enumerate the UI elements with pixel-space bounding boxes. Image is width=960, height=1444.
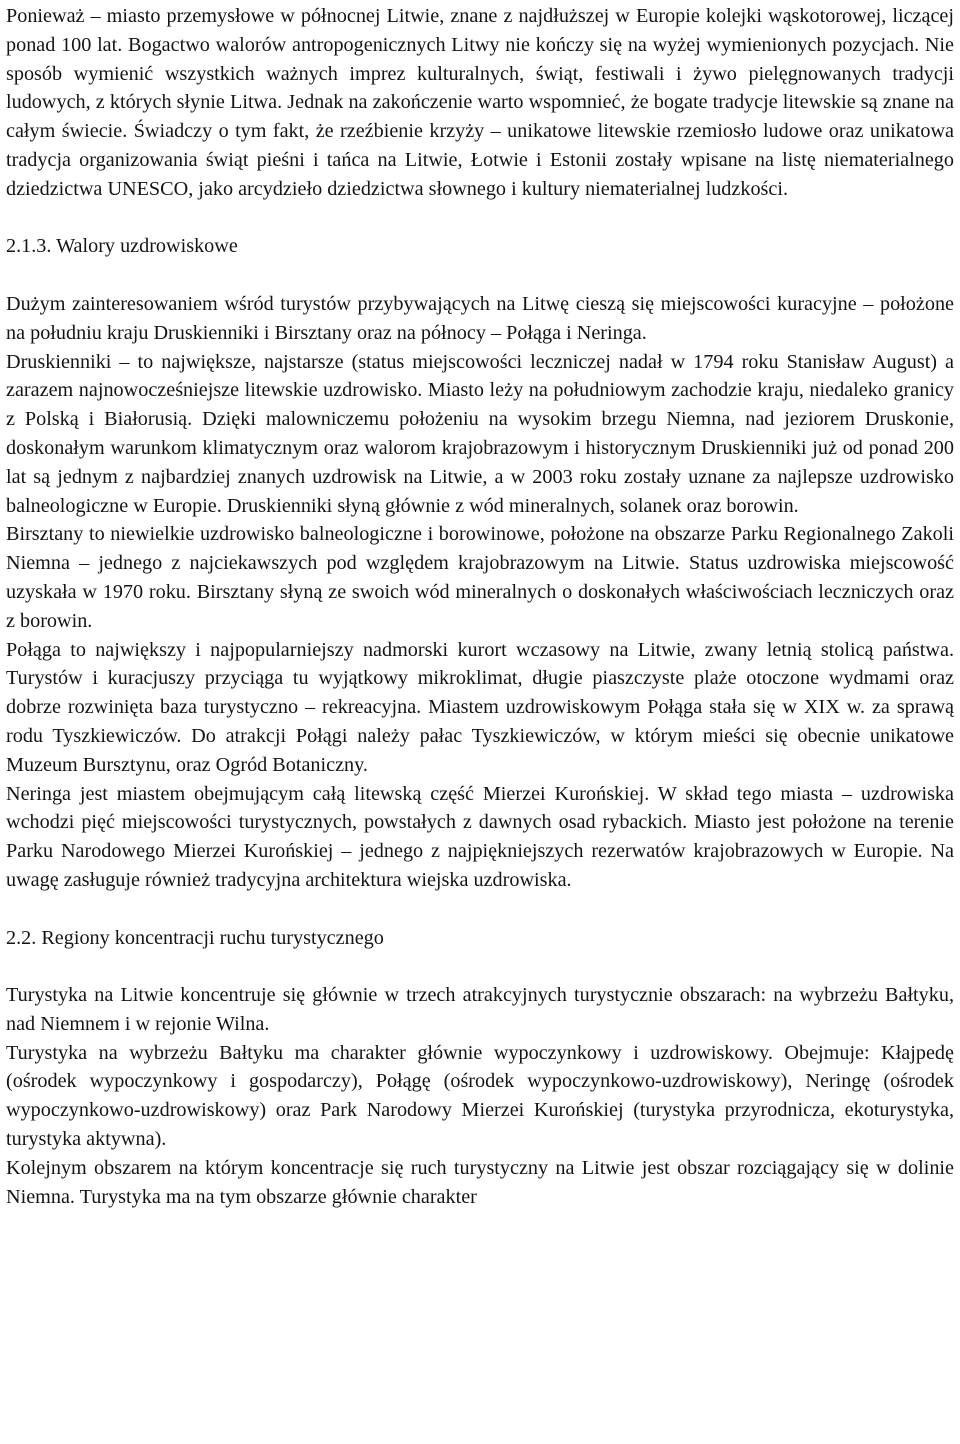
section-heading-2-2: 2.2. Regiony koncentracji ruchu turystycznego (6, 926, 384, 949)
paragraph-neringa: Neringa jest miastem obejmującym całą litewską część Mierzei Kurońskiej. W skład tego miasta – uzdrowiska wchodzi pięć miejscowości turystycznych, powstałych z dawnych osad rybackich. Miasto jest położone na terenie Parku Narodowego Mierzei Kurońskiej – jednego z najpiękniejszych rezerwatów krajobrazowych w Europie. Na uwagę zasługuje również tradycyjna architektura wiejska uzdrowiska. (6, 782, 954, 891)
paragraph-birsztany: Birsztany to niewielkie uzdrowisko balneologiczne i borowinowe, położone na obszarze Parku Regionalnego Zakoli Niemna – jednego z najciekawszych pod względem krajobrazowym na Litwie. Status uzdrowiska miejscowość uzyskała w 1970 roku. Birsztany słyną ze swoich wód mineralnych o doskonałych właściwościach leczniczych oraz z borowin. (6, 523, 954, 632)
document-page (6, 2, 954, 1211)
paragraph-druskienniki: Druskienniki – to największe, najstarsze (status miejscowości leczniczej nadał w 1794 roku Stanisław August) a zarazem najnowocześniejsze litewskie uzdrowisko. Miasto leży na południowym zachodzie kraju, niedaleko granicy z Polską i Białorusią. Dzięki malowniczemu położeniu na wysokim brzegu Niemna, nad jeziorem Druskonie, doskonałym warunkom klimatycznym oraz walorom krajobrazowym i historycznym Druskienniki już od ponad 200 lat są jednym z najbardziej znanych uzdrowisk na Litwie, a w 2003 roku zostały uznane za najlepsze uzdrowisko balneologiczne w Europie. Druskienniki słyną głównie z wód mineralnych, solanek oraz borowin. (6, 350, 954, 517)
spacer (6, 895, 954, 924)
paragraph-niemen: Kolejnym obszarem na którym koncentracje się ruch turystyczny na Litwie jest obszar rozciągający się w dolinie Niemna. Turystyka ma na tym obszarze głównie charakter (6, 1156, 954, 1208)
paragraph-regiony: Turystyka na Litwie koncentruje się głównie w trzech atrakcyjnych turystycznie obszarach: na wybrzeżu Bałtyku, nad Niemnem i w rejonie Wilna. (6, 984, 954, 1035)
paragraph-polaga: Połąga to największy i najpopularniejszy nadmorski kurort wczasowy na Litwie, zwany letnią stolicą państwa. Turystów i kuracjuszy przyciąga tu wyjątkowy mikroklimat, długie piaszczyste plaże otoczone wydmami oraz dobrze rozwinięta baza turystyczno – rekreacyjna. Miastem uzdrowiskowym Połąga stała się w XIX w. za sprawą rodu Tyszkiewiczów. Do atrakcji Połągi należy pałac Tyszkiewiczów, w którym mieści się obecnie unikatowe Muzeum Bursztynu, oraz Ogród Botaniczny. (6, 638, 954, 776)
intro-paragraph: Ponieważ – miasto przemysłowe w północnej Litwie, znane z najdłuższej w Europie kolejki wąskotorowej, liczącej ponad 100 lat. Bogactwo walorów antropogenicznych Litwy nie kończy się na wyżej wymienionych pozycjach. Nie sposób wymienić wszystkich ważnych imprez kulturalnych, świąt, festiwali i żywo pielęgnowanych tradycji ludowych, z których słynie Litwa. Jednak na zakończenie warto wspomnieć, że bogate tradycje litewskie są znane na całym świecie. Świadczy o tym fakt, że rzeźbienie krzyży – unikatowe litewskie rzemiosło ludowe oraz unikatowa tradycja organizowania świąt pieśni i tańca na Litwie, Łotwie i Estonii zostały wpisane na listę niematerialnego dziedzictwa UNESCO, jako arcydzieło dziedzictwa słownego i kultury niematerialnej ludzkości. (6, 5, 954, 200)
paragraph-baltyk: Turystyka na wybrzeżu Bałtyku ma charakter głównie wypoczynkowy i uzdrowiskowy. Obejmuje: Kłajpedę (ośrodek wypoczynkowy i gospodarczy), Połągę (ośrodek wypoczynkowo-uzdrowiskowy), Neringę (ośrodek wypoczynkowo-uzdrowiskowy) oraz Park Narodowy Mierzei Kurońskiej (turystyka przyrodnicza, ekoturystyka, turystyka aktywna). (6, 1041, 954, 1151)
spacer (6, 204, 954, 233)
paragraph-kuracyjne: Dużym zainteresowaniem wśród turystów przybywających na Litwę cieszą się miejscowości kuracyjne – położone na południu kraju Druskienniki i Birsztany oraz na północy – Połąga i Neringa. (6, 292, 954, 344)
spacer (6, 952, 954, 981)
section-heading-2-1-3: 2.1.3. Walory uzdrowiskowe (6, 235, 238, 258)
spacer (6, 261, 954, 290)
